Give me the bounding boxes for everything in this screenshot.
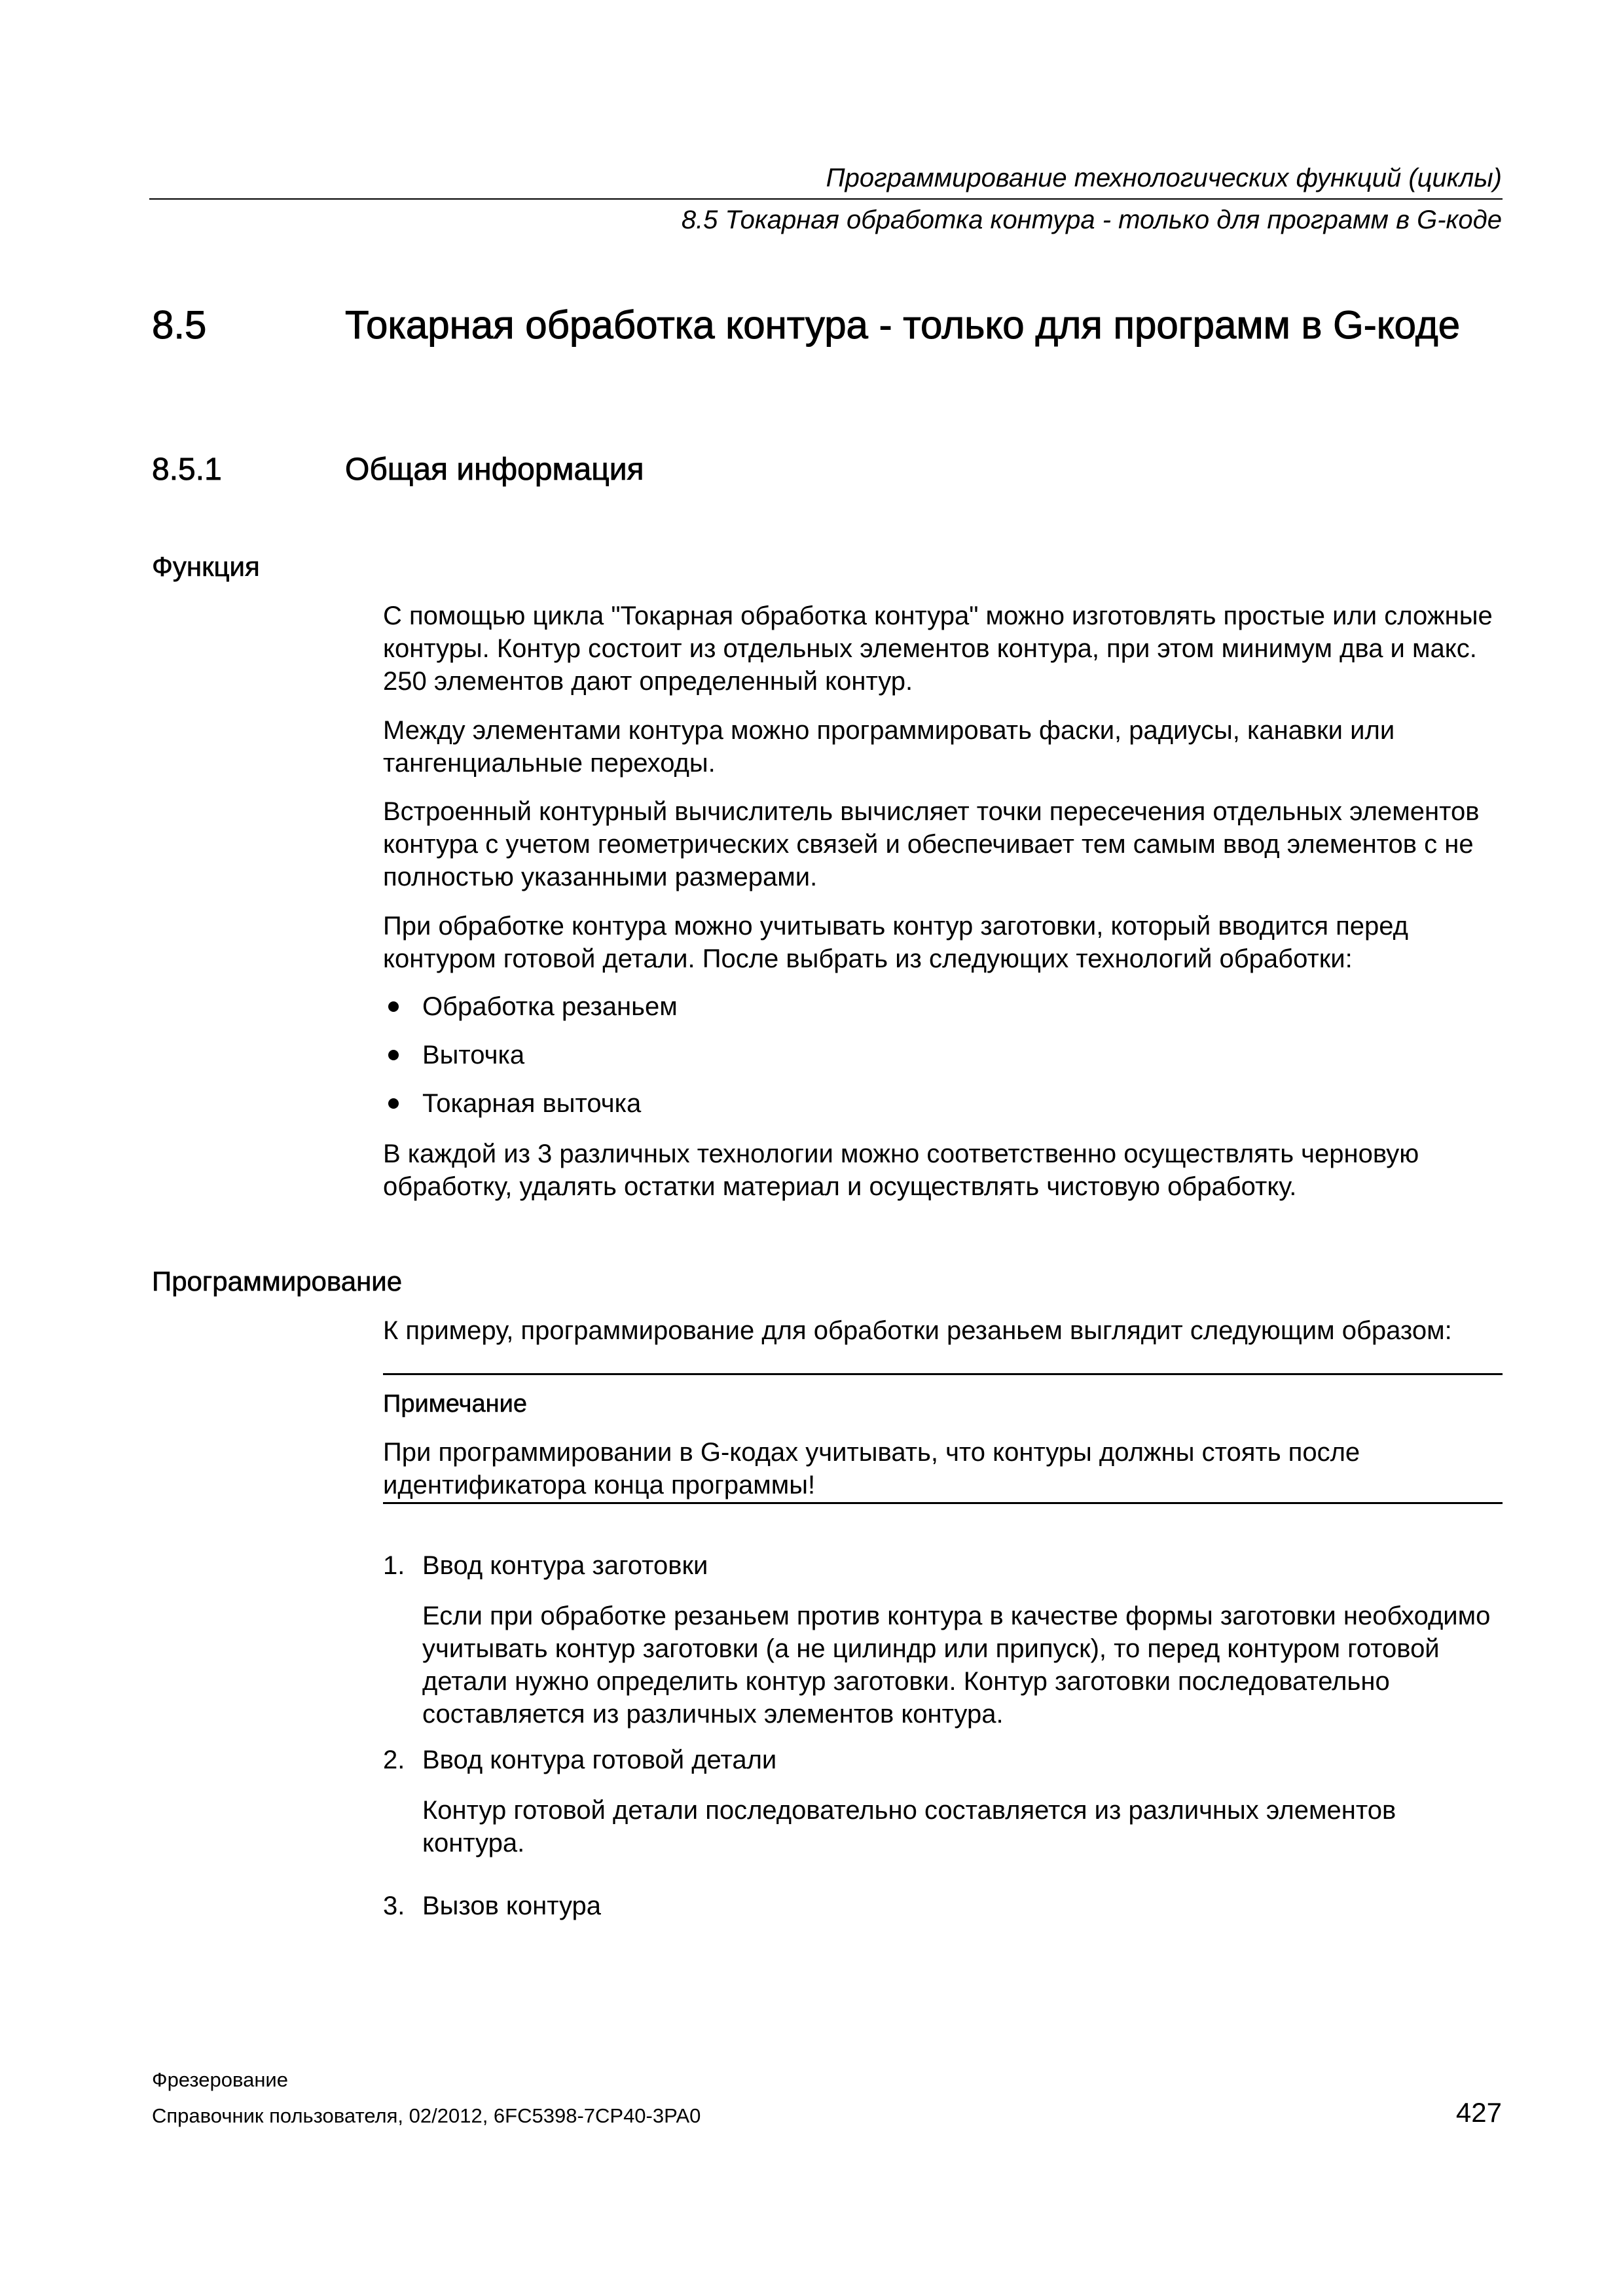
paragraph-text: Между элементами контура можно программировать фаски, радиусы, канавки или тангенциальные переходы. [383,716,1395,778]
step-number: 2. [383,1746,405,1774]
technology-list [383,990,1496,1136]
step-label: Ввод контура заготовки [422,1551,708,1580]
step-number: 1. [383,1551,405,1580]
subsection-title: Общая информация [345,452,644,487]
list-item [383,1087,1496,1136]
section-number: 8.5 [152,303,207,347]
programming-intro [383,1314,1503,1347]
function-paragraph-3 [383,795,1503,893]
page-number: 427 [1455,2097,1502,2128]
running-header-section: 8.5 Токарная обработка контура - только для программ в G-коде [681,206,1502,234]
function-closing-paragraph [383,1138,1503,1203]
step-description: Если при обработке резаньем против контура в качестве формы заготовки необходимо учитывать контур заготовки (а не цилиндр или припуск), то перед контуром готовой детали нужно определить контур заготовки. Контур заготовки последовательно составляется из различных элементов контура. [422,1602,1491,1729]
paragraph-text: В каждой из 3 различных технологии можно соответственно осуществлять черновую обработку, удалять остатки материал и осуществлять чистовую обработку. [383,1139,1419,1201]
subsection-number: 8.5.1 [152,452,222,487]
note-title: Примечание [383,1390,527,1418]
paragraph-text: При обработке контура можно учитывать контур заготовки, который вводится перед контуром готовой детали. После выбрать из следующих технологий обработки: [383,912,1408,973]
header-rule [149,198,1503,200]
running-header-title: Программирование технологических функций (циклы) [826,164,1502,192]
note-text [383,1436,1503,1501]
section-title: Токарная обработка контура - только для программ в G-коде [345,303,1461,347]
bullet-icon [388,1001,399,1012]
note-bottom-rule [383,1502,1503,1504]
bullet-icon [388,1050,399,1060]
function-paragraph-1 [383,600,1503,698]
list-item [383,990,1496,1039]
paragraph-text: К примеру, программирование для обработки резаньем выглядит следующим образом: [383,1316,1452,1345]
step-number: 3. [383,1892,405,1920]
footer-doc-info: Справочник пользователя, 02/2012, 6FC5398-7CP40-3PA0 [152,2104,701,2127]
list-item [383,1039,1496,1087]
function-paragraph-2 [383,714,1503,780]
step-label: Вызов контура [422,1892,602,1920]
function-paragraph-4 [383,910,1503,975]
function-heading: Функция [152,551,260,582]
note-top-rule [383,1373,1503,1375]
step-description: Контур готовой детали последовательно составляется из различных элементов контура. [422,1796,1396,1857]
programming-heading: Программирование [152,1266,403,1297]
list-item-text: Обработка резаньем [422,992,678,1021]
bullet-icon [388,1098,399,1109]
steps-list [383,1551,1503,1944]
paragraph-text: С помощью цикла "Токарная обработка контура" можно изготовлять простые или сложные контуры. Контур состоит из отдельных элементов контура, при этом минимум два и макс. 250 элементов дают определенный контур. [383,601,1493,696]
footer-book-title: Фрезерование [152,2068,288,2091]
list-item-text: Токарная выточка [422,1089,642,1118]
paragraph-text: При программировании в G-кодах учитывать, что контуры должны стоять после идентификатора конца программы! [383,1438,1360,1499]
list-item-text: Выточка [422,1041,525,1069]
paragraph-text: Встроенный контурный вычислитель вычисляет точки пересечения отдельных элементов контура с учетом геометрических связей и обеспечивает тем самым ввод элементов с не полностью указанными размерами. [383,797,1480,891]
step-label: Ввод контура готовой детали [422,1746,777,1774]
